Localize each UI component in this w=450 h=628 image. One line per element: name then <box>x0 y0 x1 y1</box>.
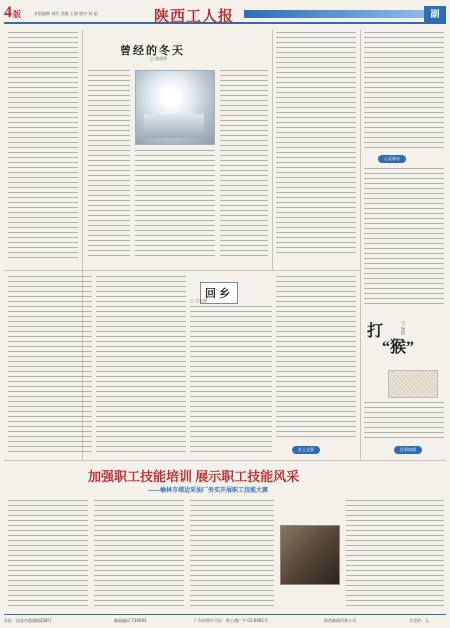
headline: 加强职工技能培训 展示职工技能风采 <box>88 469 300 484</box>
article-text <box>190 500 274 610</box>
story-title: 回乡 <box>200 282 238 304</box>
article-text <box>276 276 356 441</box>
footer-price: 月定价：元 <box>409 618 429 623</box>
column-badge: 往事如烟 <box>394 446 422 454</box>
article-text <box>135 150 215 260</box>
story-byline: □ 张建荣 <box>150 56 168 61</box>
column-badge: 心灵驿站 <box>378 155 406 163</box>
footer-postcode: 邮政编码 710003 <box>114 618 147 623</box>
article-text <box>364 32 444 150</box>
illustration <box>388 370 438 398</box>
story-title: 曾经的冬天 <box>120 45 185 57</box>
skills-photo <box>280 525 340 585</box>
article-text <box>96 276 186 456</box>
article-text <box>276 32 356 257</box>
article-text <box>8 32 78 262</box>
footer-printer: 陕西新闻印务公司 <box>324 618 356 623</box>
story-byline: □ 王志强 <box>190 298 208 303</box>
article-text <box>190 306 272 456</box>
editor-meta: 本版编辑 刘红 美编 王倩 校对 何 丽 <box>34 11 98 16</box>
article-text <box>8 500 88 610</box>
subheadline: ——榆林市靖边采油厂务实开展职工技能大赛 <box>148 488 269 494</box>
column-rule <box>272 30 273 270</box>
article-text <box>364 402 444 442</box>
story-title-2: “猴” <box>382 339 415 356</box>
story-byline: □ 杨凯 <box>401 320 406 335</box>
section-divider <box>4 270 360 271</box>
column-rule <box>360 30 361 460</box>
footer-license: 广告经营许可证：陕工商广字 01-0001号 <box>194 618 268 623</box>
masthead <box>4 4 446 24</box>
article-text <box>220 70 268 260</box>
brand-bar <box>244 10 424 18</box>
footer <box>4 614 446 624</box>
article-text <box>346 500 444 610</box>
article-text <box>364 168 444 308</box>
page-number: 4版 <box>4 4 21 21</box>
newspaper-brand: 陕西工人报 <box>154 9 235 25</box>
article-text <box>94 500 184 610</box>
section-divider <box>4 460 446 461</box>
winter-photo <box>135 70 215 145</box>
section-tag: 副 <box>424 6 446 22</box>
article-text <box>88 70 130 260</box>
story-title: 打 <box>367 323 384 340</box>
footer-address: 社址：西安市莲湖路258号 <box>4 618 52 623</box>
column-badge: 乡土文章 <box>292 446 320 454</box>
article-text <box>8 276 92 456</box>
